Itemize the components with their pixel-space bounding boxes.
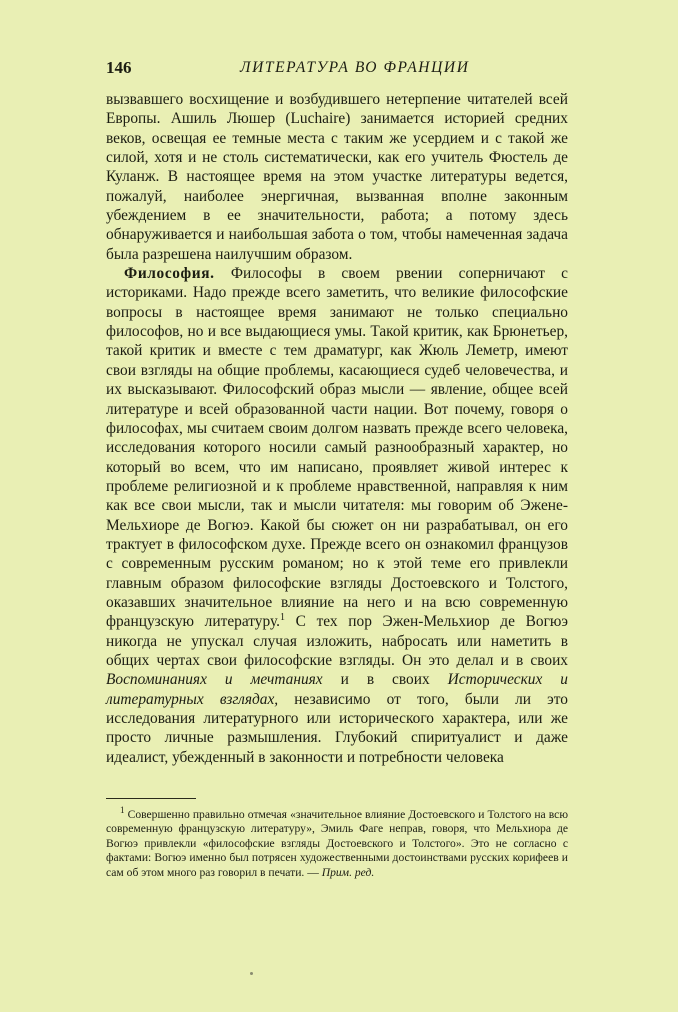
text-span: независимо от того, были ли это исследования литературного или исторического характера, или же просто личные размышления. Глубокий спиритуалист и даже идеалист, убежденный в законности и потребности человека bbox=[106, 690, 568, 766]
section-title-philosophy: Философия. bbox=[124, 265, 215, 283]
page-speck bbox=[250, 972, 253, 975]
footnote-attribution: Прим. ред. bbox=[321, 865, 375, 879]
footnote-divider bbox=[106, 798, 196, 799]
page-number: 146 bbox=[106, 58, 132, 77]
text-span: Философы в своем рвении соперничают с историками. Надо прежде всего заметить, что великие философские вопросы в настоящее время занимают не только специально философов, но и все выдающиеся умы. Такой критик, как Брюнетьер, такой критик и вместе с тем драматург, как Жюль Леметр, имеют свои взгляды на общие проблемы, касающиеся судеб человечества, и их высказывают. Философский образ мысли — явление, общее всей литературе и всей образованной части нации. Вот почему, говоря о философах, мы считаем своим долгом назвать прежде всего человека, исследования которого носили самый разнообразный характер, но который во всем, что им написано, проявляет живой интерес к проблеме религиозной и к проблеме нравственной, направляя к ним как все свои мысли, так и мысли читателя: мы говорим об Эжене-Мельхиоре де Вогюэ. Какой бы сюжет он ни разрабатывал, он его трактует в философском духе. Прежде всего он ознакомил французов с современным русским романом; но к этой теме его привлекли главным образом философские взгляды Достоевского и Толстого, оказавших значительное влияние на него и на всю современную французскую литературу. bbox=[106, 265, 568, 631]
page-header bbox=[106, 58, 568, 82]
footnote-text: Совершенно правильно отмечая «значительное влияние Достоевского и Толстого на всю современную французскую литературу», Эмиль Фаге неправ, говоря, что Мельхиора де Вогюэ привлекли «философские взгляды Достоевского и Толстого». Это не согласно с фактами: Вогюэ именно был потрясен художественными достоинствами русских корифеев и сам об этом много раз говорил в печати. — bbox=[106, 808, 568, 879]
text-span: С тех пор Эжен-Мельхиор де Вогюэ никогда не упускал случая изложить, набросать или наметить в общих чертах свои философские взгляды. Он это делал и в своих bbox=[106, 613, 568, 669]
paragraph-philosophy bbox=[106, 264, 568, 767]
book-title-memories: Воспоминаниях и мечтаниях bbox=[106, 671, 323, 689]
body-text bbox=[106, 90, 568, 767]
footnote-reference: 1 bbox=[280, 612, 285, 624]
footnote bbox=[106, 805, 568, 880]
paragraph-history: вызвавшего восхищение и возбудившего нетерпение читателей всей Европы. Ашиль Люшер (Luchaire) занимается историей средних веков, освещая ее темные места с таким же усердием и с такой же силой, хотя и не столь систематически, как его учитель Фюстель де Куланж. В настоящее время на этом участке литературы ведется, пожалуй, наиболее энергичная, вызванная вполне законным убеждением в ее значительности, работа; а потому здесь обнаруживается и наибольшая забота о том, чтобы намеченная задача была разрешена наилучшим образом. bbox=[106, 91, 568, 263]
book-title-views: Исторических и литературных взглядах, bbox=[106, 671, 568, 708]
text-span: и в своих bbox=[322, 671, 448, 689]
running-title: ЛИТЕРАТУРА ВО ФРАНЦИИ bbox=[240, 59, 470, 76]
footnote-number: 1 bbox=[120, 805, 125, 816]
